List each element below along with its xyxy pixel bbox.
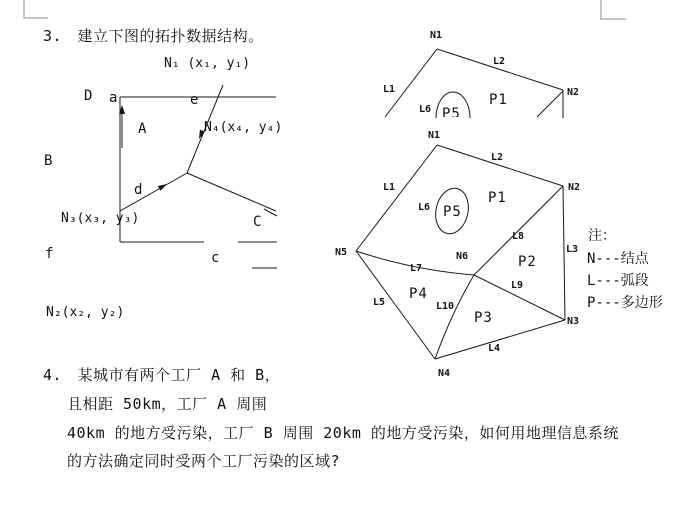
arrow-upright-head-icon (158, 184, 167, 191)
legend-item-arc: L---弧段 (587, 273, 649, 289)
node-N6-label: N6 (456, 251, 469, 262)
polygon-P2-label: P2 (518, 254, 537, 270)
left-figure-label-d: d (134, 182, 143, 198)
left-figure-label-N4: N₄(x₄, y₄) (204, 120, 283, 135)
polygon-P5-label: P5 (443, 204, 462, 220)
left-topology-figure-lines (119, 85, 277, 268)
question-4-line-3: 40km 的地方受污染，工厂 B 周围 20km 的地方受污染，如何用地理信息系统 (67, 424, 619, 442)
arc-L4-label: L4 (488, 343, 501, 354)
node-formula-label: N₁ (x₁, y₁) (164, 56, 251, 71)
arc-L6-label: L6 (418, 202, 431, 213)
left-figure-label-f: f (45, 246, 54, 262)
left-figure-label-N3: N₃(x₃, y₃) (61, 211, 140, 226)
partial-polygon-P1-label: P1 (489, 92, 508, 108)
polygon-P1-label: P1 (488, 190, 507, 206)
partial-polygon-P5-label: P5 (442, 106, 461, 117)
polygon-P3-label: P3 (474, 310, 493, 326)
arc-L7-label: L7 (410, 263, 423, 274)
arc-L1 (356, 145, 437, 251)
partial-polygon-P5-clipped (442, 106, 466, 117)
partial-arc-L1-label: L1 (383, 84, 396, 95)
right-partial-figure-lines (385, 49, 563, 118)
page-margin-marks (24, 0, 626, 19)
arc-L3 (563, 186, 565, 320)
polygon-P4-label: P4 (409, 286, 428, 302)
arc-L10-label: L10 (436, 301, 455, 312)
question-4-line-1: 4. 某城市有两个工厂 A 和 B， (43, 366, 281, 384)
arc-L2-label: L2 (491, 152, 504, 163)
question-4-line-2: 且相距 50km，工厂 A 周围 (67, 395, 268, 413)
arc-L9-label: L9 (511, 280, 524, 291)
node-N2-label: N2 (568, 182, 581, 193)
partial-arc-L6-label: L6 (419, 104, 432, 115)
partial-node-N2-label: N2 (567, 87, 580, 98)
arc-L3-label: L3 (566, 244, 579, 255)
node-N5-label: N5 (335, 247, 348, 258)
left-figure-label-A: A (138, 121, 147, 137)
left-figure-label-B: B (44, 153, 53, 169)
arc-L1-label: L1 (383, 182, 396, 193)
left-figure-label-c: c (211, 250, 220, 266)
left-figure-label-D: D (84, 88, 93, 104)
legend-item-polygon: P---多边形 (587, 295, 663, 311)
question-3-heading: 3. 建立下图的拓扑数据结构。 (43, 27, 264, 45)
margin-mark-top-left (24, 0, 48, 18)
node-N1-label: N1 (428, 130, 441, 141)
arc-L8-label: L8 (512, 231, 525, 242)
left-figure-label-C: C (253, 214, 262, 230)
partial-node-N1-label: N1 (430, 30, 443, 41)
node-N3-label: N3 (567, 316, 580, 327)
legend-item-node: N---结点 (587, 251, 649, 267)
left-figure-label-a: a (109, 90, 118, 106)
legend-title: 注： (588, 228, 616, 244)
left-figure-label-N2: N₂(x₂, y₂) (46, 305, 125, 320)
arc-L5-label: L5 (373, 297, 386, 308)
margin-mark-top-right (601, 0, 626, 19)
left-figure-label-e: e (190, 92, 199, 108)
partial-arc-L2-label: L2 (493, 56, 506, 67)
node-N4-label: N4 (438, 368, 451, 379)
arc-L5 (356, 251, 435, 359)
arc-L10 (435, 275, 474, 359)
question-4-line-4: 的方法确定同时受两个工厂污染的区域? (67, 452, 341, 470)
